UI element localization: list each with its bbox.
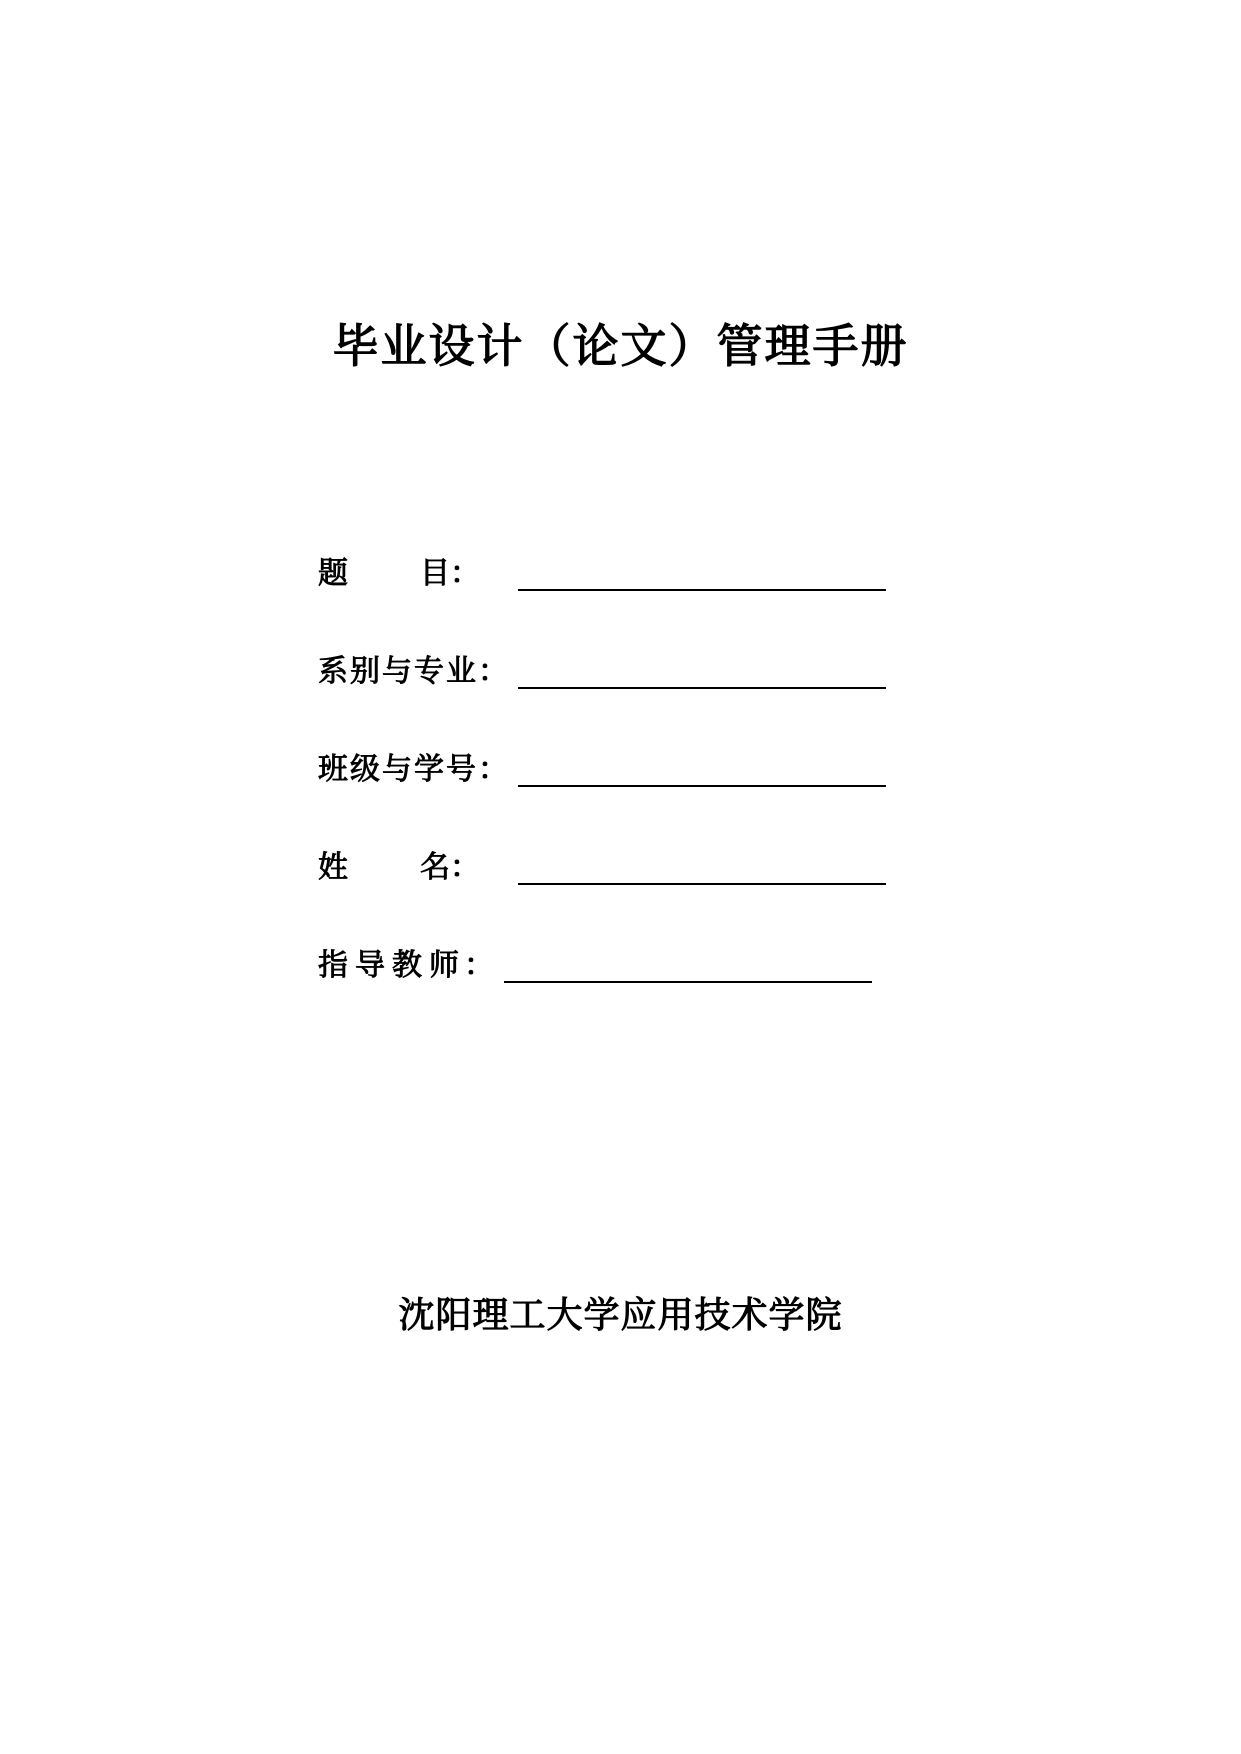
- field-name-colon: ：: [450, 850, 480, 885]
- field-topic-label-char-2: 目: [420, 556, 450, 591]
- field-name-label: [318, 848, 450, 888]
- field-topic-label-char-1: 题: [318, 556, 348, 591]
- field-name-input-line[interactable]: [518, 883, 886, 885]
- field-advisor-colon: ：: [464, 948, 494, 983]
- field-name-label-char-1: 姓: [318, 850, 348, 885]
- field-advisor-input-line[interactable]: [504, 981, 872, 983]
- document-title: 毕业设计（论文）管理手册: [332, 319, 909, 373]
- field-topic-label: [318, 554, 450, 594]
- field-department-major-label: 系别与专业: [318, 654, 478, 689]
- field-department-major-input-line[interactable]: [518, 687, 886, 689]
- field-topic-input-line[interactable]: [518, 589, 886, 591]
- field-topic-colon: ：: [450, 556, 480, 591]
- field-class-student-id-colon: ：: [478, 752, 508, 787]
- field-class-student-id-label: 班级与学号: [318, 752, 478, 787]
- institution-name: 沈阳理工大学应用技术学院: [398, 1294, 843, 1336]
- field-class-student-id-input-line[interactable]: [518, 785, 886, 787]
- field-advisor-label: 指导教师: [318, 948, 466, 983]
- field-department-major-colon: ：: [478, 654, 508, 689]
- field-name-label-char-2: 名: [420, 850, 450, 885]
